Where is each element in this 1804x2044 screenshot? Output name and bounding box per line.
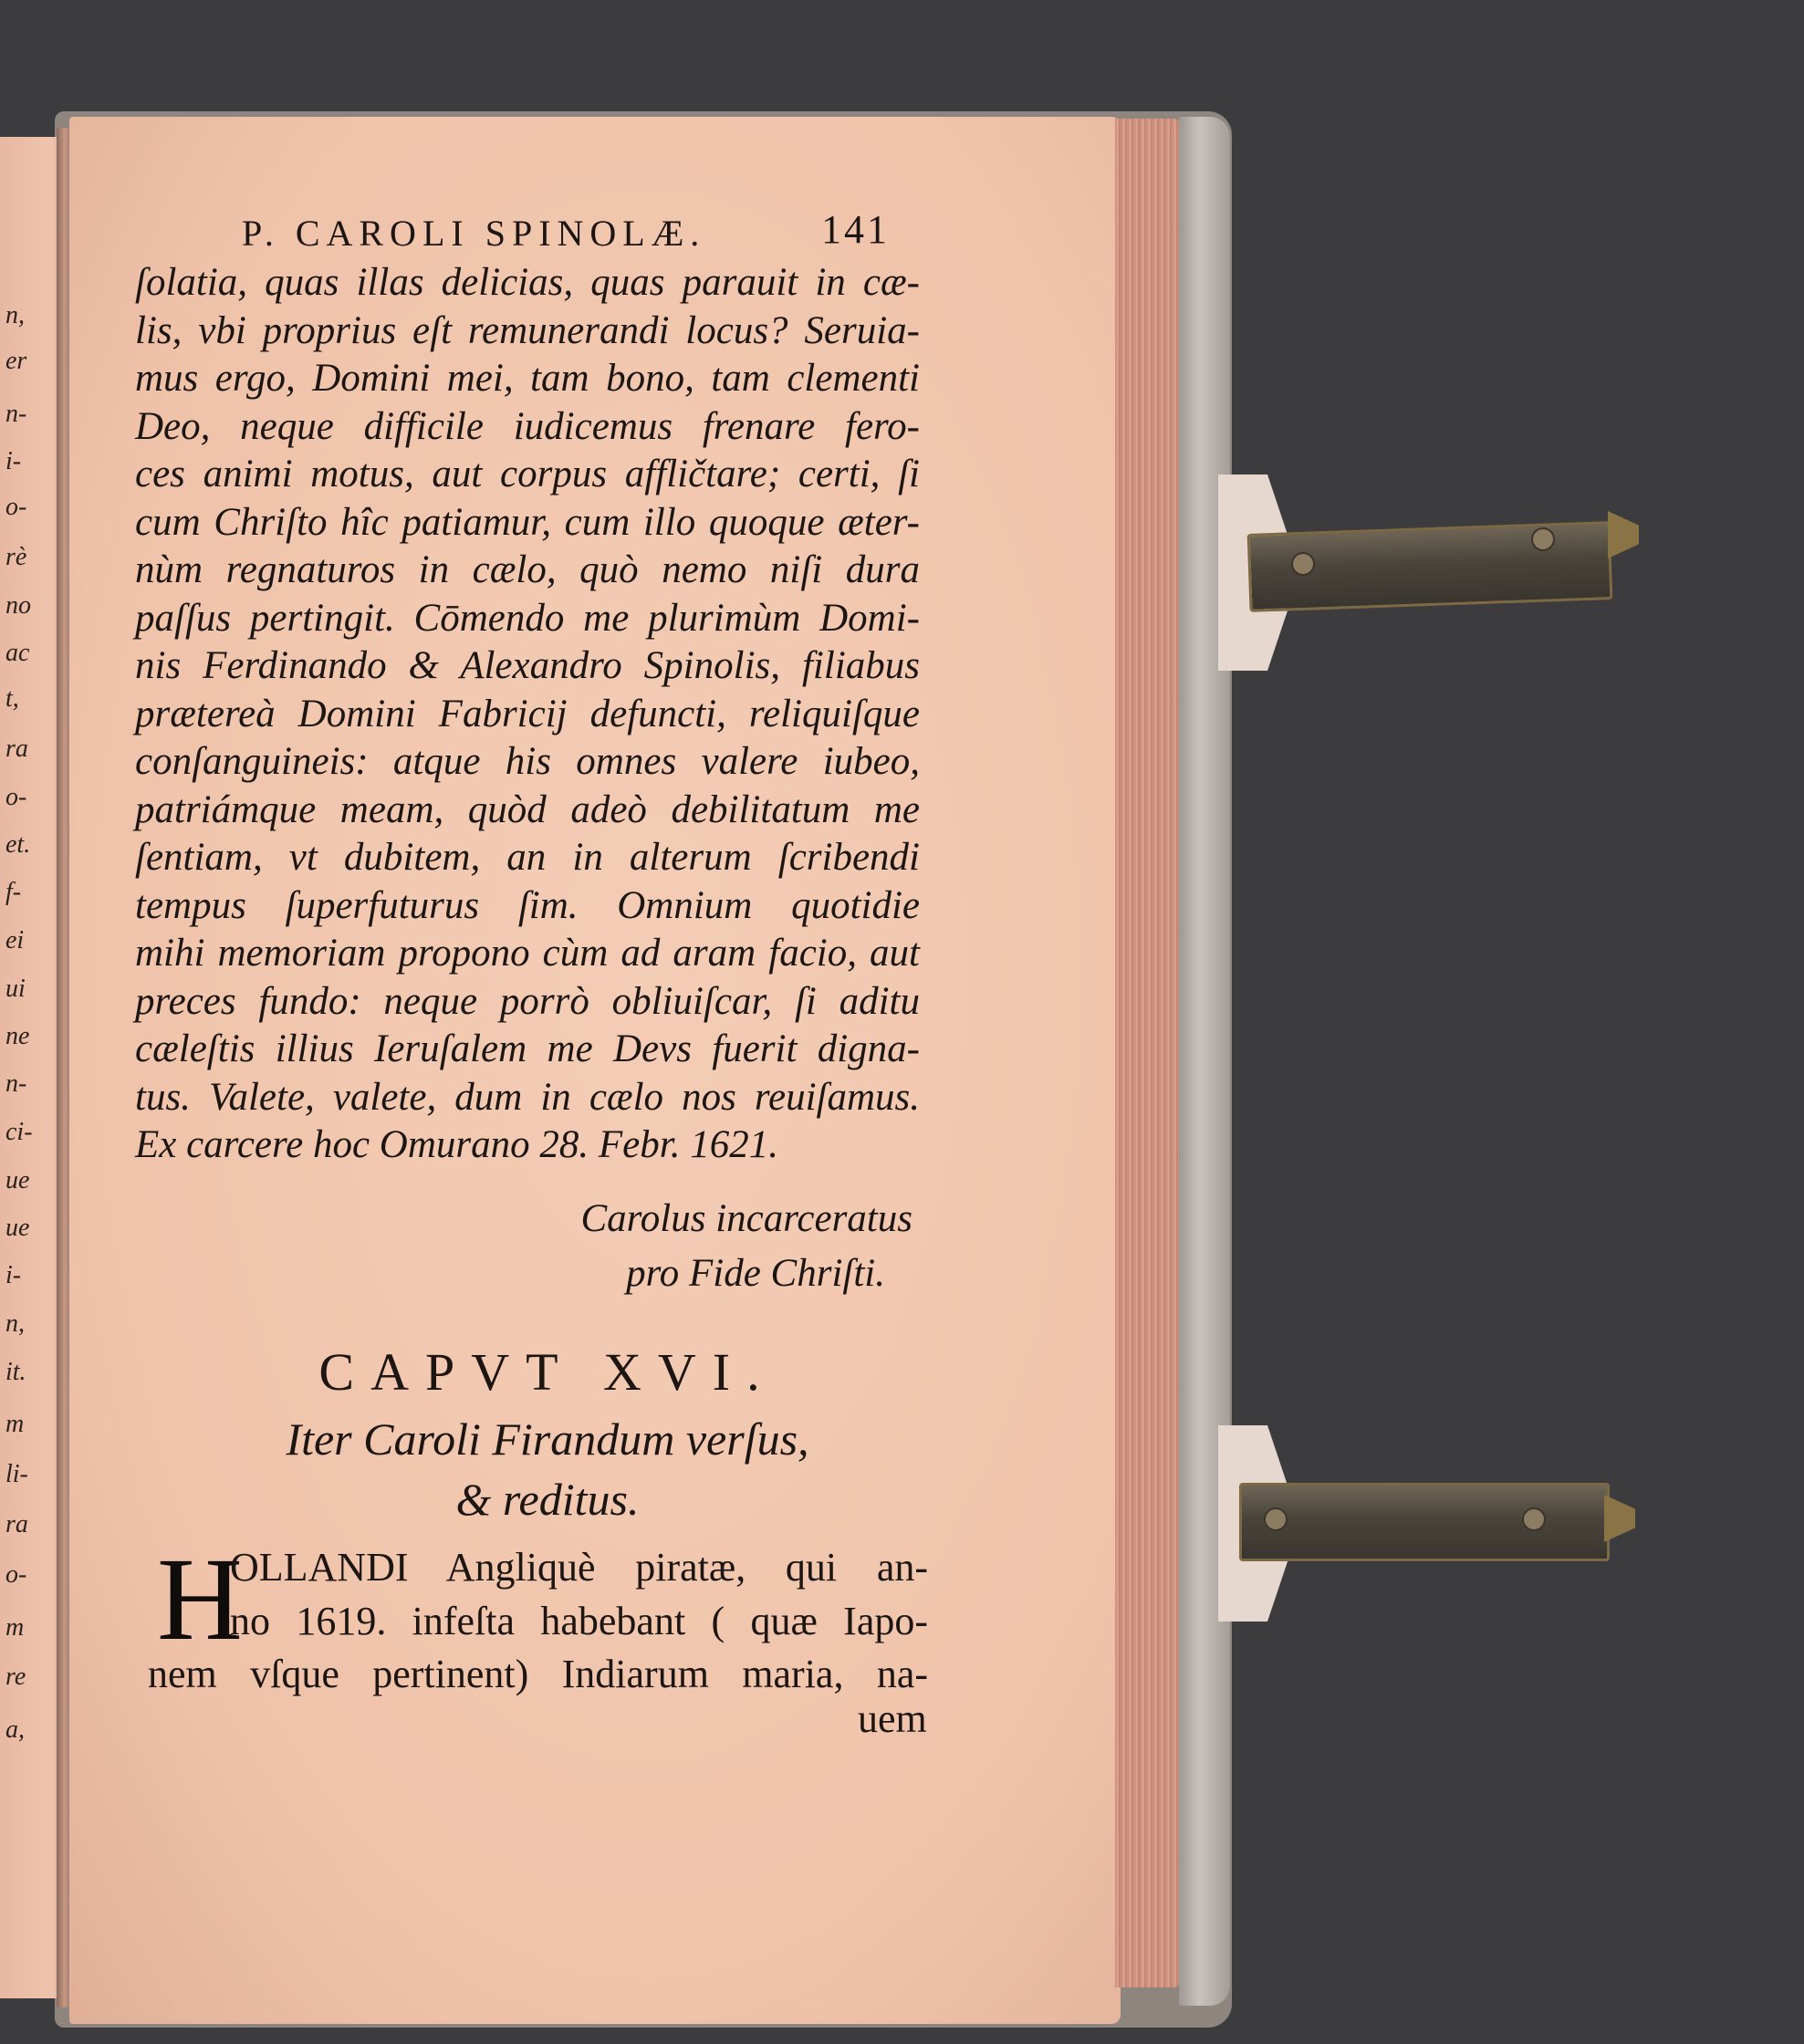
left-fragment: ue	[5, 1214, 30, 1242]
text-line: conſanguineis: atque his omnes valere iubeo,	[135, 740, 920, 783]
text-line: mihi memoriam propono cùm ad aram facio, aut	[135, 932, 920, 975]
text-line: lis, vbi proprius eſt remunerandi locus? Seruia-	[135, 308, 920, 352]
text-line: cæleſtis illius Ieruſalem me Devs fuerit digna-	[135, 1027, 920, 1070]
text-line: nùm regnaturos in cælo, quò nemo niſi dura	[135, 548, 920, 591]
text-line: cum Chriſto hîc patiamur, cum illo quoque æter-	[135, 500, 920, 544]
chapter-opening-2	[230, 1594, 928, 1648]
left-fragment: n,	[5, 301, 25, 329]
clasp-hook	[1608, 511, 1639, 558]
left-fragment: li-	[5, 1460, 28, 1488]
catchword: uem	[858, 1696, 927, 1741]
clasp-hook	[1604, 1495, 1635, 1542]
left-fragment: no	[5, 591, 31, 620]
text-line: ces animi motus, aut corpus affličtare; certi, ſi	[135, 453, 920, 495]
left-fragment: er	[5, 347, 27, 375]
left-fragment: ei	[5, 926, 25, 954]
text-line: tus. Valete, valete, dum in cælo nos reuiſamus.	[135, 1075, 920, 1119]
left-fragment: i-	[5, 1261, 22, 1289]
text-line: ſentiam, vt dubitem, an in alterum ſcribendi	[135, 836, 920, 879]
left-fragment: et.	[5, 830, 31, 859]
left-fragment: re	[5, 1663, 26, 1691]
clasp-rivet	[1522, 1507, 1546, 1531]
text-line: ſolatia, quas illas delicias, quas parauit in cæ-	[135, 261, 920, 304]
left-fragment: n,	[5, 1309, 25, 1338]
clasp-rivet	[1264, 1507, 1288, 1531]
text-line: preces fundo: neque porrò obliuiſcar, ſi aditu	[135, 979, 920, 1023]
chapter-subtitle-line-2: & reditus.	[455, 1474, 640, 1525]
left-fragment: rè	[5, 543, 27, 571]
left-fragment: ra	[5, 735, 28, 763]
left-fragment: ne	[5, 1022, 30, 1050]
left-fragment: it.	[5, 1358, 26, 1386]
left-fragment: t,	[5, 684, 19, 713]
text-line: Deo, neque difficile iudicemus frenare fero-	[135, 404, 920, 448]
running-head-title: P. CAROLI SPINOLÆ.	[242, 213, 706, 254]
left-fragment: ra	[5, 1510, 28, 1538]
left-fragment: f-	[5, 878, 22, 906]
text-line: nis Ferdinando & Alexandro Spinolis, filiabus	[135, 644, 920, 687]
cover-board-edge	[1179, 117, 1230, 2006]
left-fragment: ci-	[5, 1118, 33, 1146]
left-fragment: o-	[5, 1560, 27, 1589]
text-line: patriámque meam, quòd adeò debilitatum me	[135, 787, 920, 831]
letter-dateline: Ex carcere hoc Omurano 28. Febr. 1621.	[135, 1123, 778, 1166]
chapter-subtitle-line-1: Iter Caroli Firandum verſus,	[286, 1413, 809, 1465]
drop-cap: H	[157, 1534, 243, 1665]
left-fragment: i-	[5, 447, 22, 475]
left-fragment: ac	[5, 639, 30, 667]
text-line: paſſus pertingit. Cōmendo me plurimùm Domi-	[135, 596, 920, 640]
signature-line-1: Carolus incarceratus	[580, 1197, 912, 1240]
left-fragment: o-	[5, 493, 27, 521]
clasp-rivet	[1531, 527, 1555, 551]
clasp-strap	[1239, 1483, 1610, 1561]
left-fragment: n-	[5, 400, 27, 428]
chapter-title: CAPVT XVI.	[318, 1342, 777, 1402]
left-fragment: m	[5, 1410, 25, 1438]
letter-body	[135, 259, 920, 1170]
left-fragment: n-	[5, 1069, 27, 1098]
text-line: no 1619. infeſta habebant ( quæ Iapo-	[230, 1599, 928, 1643]
fore-edge	[1115, 119, 1181, 1987]
running-head	[242, 207, 890, 255]
text-line: prætereà Domini Fabricij defuncti, reliquiſque	[135, 692, 920, 735]
signature-line-2: pro Fide Chriſti.	[626, 1252, 885, 1295]
text-line: tempus ſuperfuturus ſim. Omnium quotidie	[135, 883, 920, 927]
text-line: mus ergo, Domini mei, tam bono, tam clementi	[135, 357, 920, 400]
text-line: OLLANDI Angliquè piratæ, qui an-	[230, 1545, 928, 1590]
text-line: nem vſque pertinent) Indiarum maria, na-	[148, 1652, 928, 1696]
left-fragment: m	[5, 1613, 25, 1642]
left-fragment: a,	[5, 1716, 25, 1744]
left-fragment: ui	[5, 975, 26, 1003]
left-fragment: o-	[5, 783, 27, 811]
left-fragment: ue	[5, 1166, 30, 1194]
chapter-opening	[230, 1540, 928, 1594]
page-number: 141	[821, 207, 890, 252]
clasp-rivet	[1291, 552, 1315, 576]
